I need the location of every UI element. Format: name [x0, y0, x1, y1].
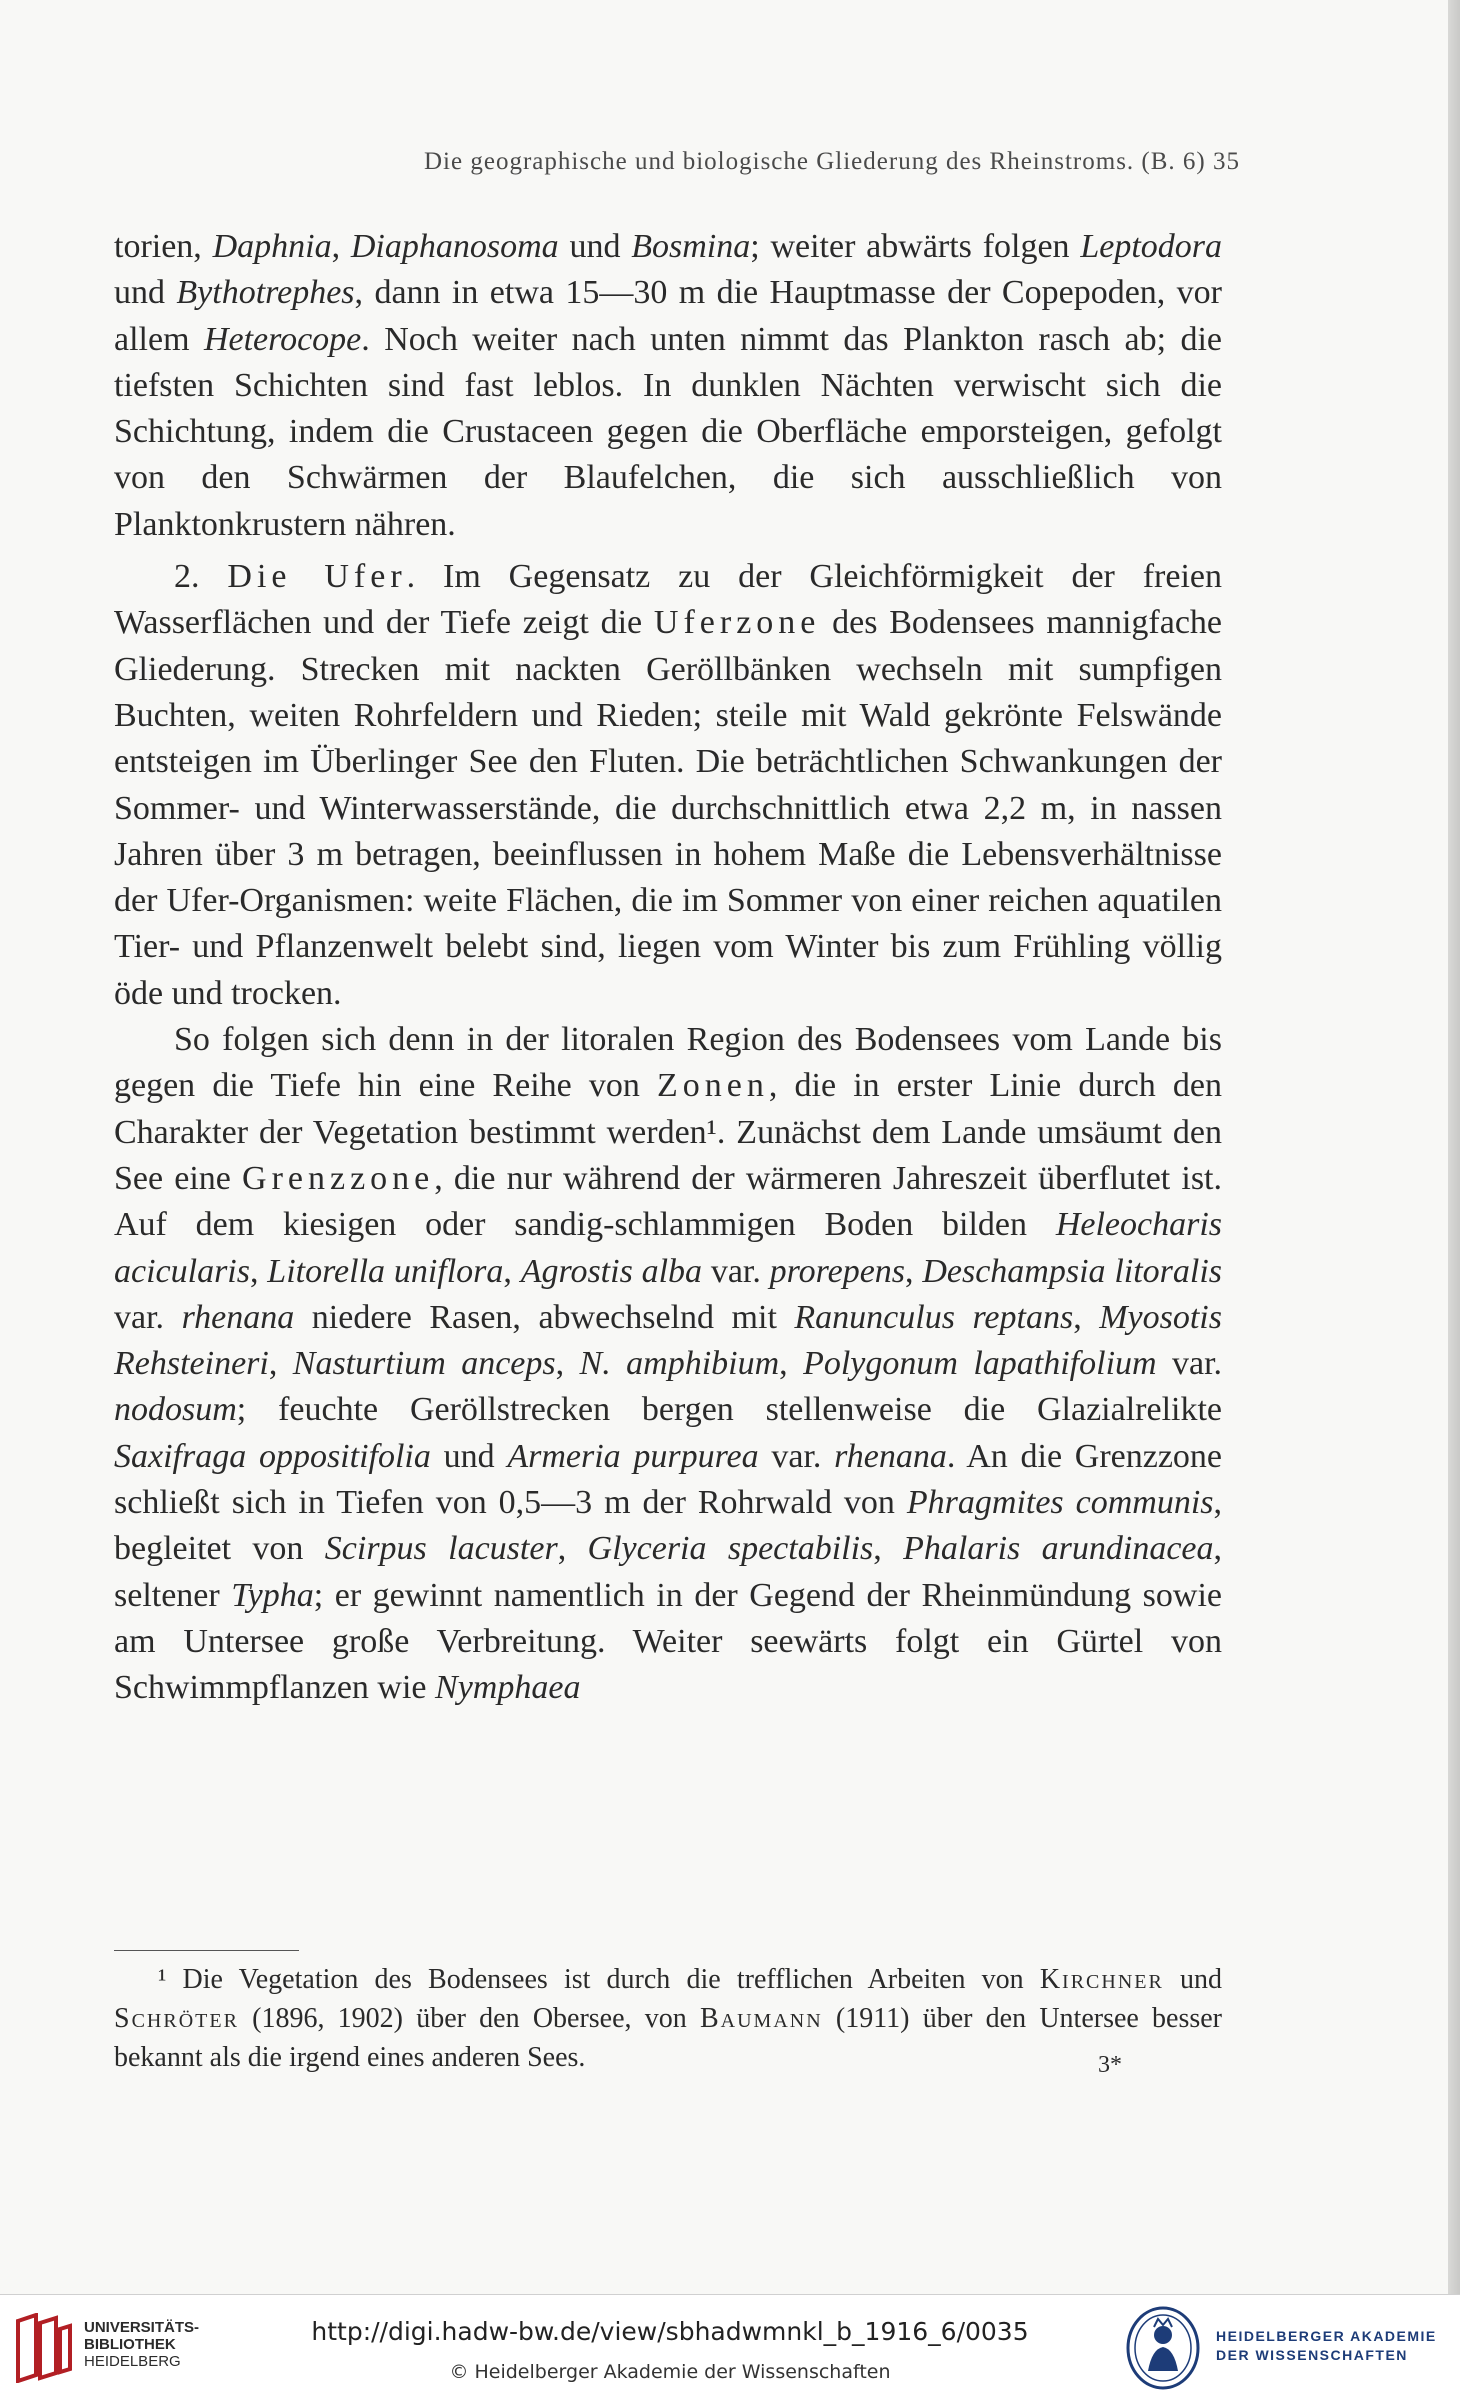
academy-name: HEIDELBERGER AKADEMIE DER WISSENSCHAFTEN [1216, 2328, 1437, 2363]
body-text [114, 224, 1222, 1712]
viewer-footer [0, 2294, 1460, 2402]
paragraph-2: 2. Die Ufer. Im Gegensatz zu der Gleichförmigkeit der freien Wasserflächen und der Tiefe zeigt die Uferzone des Bodensees mannigfache Gliederung. Strecken mit nackten Geröllbänken wechseln mit sumpfigen Buchten, weiten Rohrfeldern und Rieden; steile mit Wald gekrönte Felswände entsteigen im Überlinger See den Fluten. Die beträchtlichen Schwankungen der Sommer- und Winterwasserstände, die durchschnittlich etwa 2,2 m, in nassen Jahren über 3 m betragen, beeinflussen in hohem Maße die Lebensverhältnisse der Ufer-Organismen: weite Flächen, die im Sommer von einer reichen aquatilen Tier- und Pflanzenwelt belebt sind, liegen vom Winter bis zum Frühling völlig öde und trocken. [114, 558, 1223, 1012]
academy-seal-icon [1124, 2305, 1202, 2391]
library-name: UNIVERSITÄTS- BIBLIOTHEK HEIDELBERG [84, 2319, 200, 2370]
paragraph-1: torien, Daphnia, Diaphanosoma und Bosmina; weiter abwärts folgen Leptodora und Bythotrephes, dann in etwa 15—30 m die Hauptmasse der Copepoden, vor allem Heterocope. Noch weiter nach unten nimmt das Plankton rasch ab; die tiefsten Schichten sind fast leblos. In dunklen Nächten verwischt sich die Schichtung, indem die Crustaceen gegen die Oberfläche emporsteigen, gefolgt von den Schwärmen der Blaufelchen, die sich ausschließlich von Planktonkrustern nähren. [114, 228, 1223, 543]
footnote-1: ¹ Die Vegetation des Bodensees ist durch die trefflichen Arbeiten von Kirchner und Schröter (1896, 1902) über den Obersee, von Baumann (1911) über den Untersee besser bekannt als die irgend eines anderen Sees. [114, 1964, 1223, 2073]
library-logo-icon [12, 2313, 74, 2383]
paragraph-3: So folgen sich denn in der litoralen Region des Bodensees vom Lande bis gegen die Tiefe hin eine Reihe von Zonen, die in erster Linie durch den Charakter der Vegetation bestimmt werden¹. Zunächst dem Lande umsäumt den See eine Grenzzone, die nur während der wärmeren Jahreszeit überflutet ist. Auf dem kiesigen oder sandig-schlammigen Boden bilden Heleocharis acicularis, Litorella uniflora, Agrostis alba var. prorepens, Deschampsia litoralis var. rhenana niedere Rasen, abwechselnd mit Ranunculus reptans, Myosotis Rehsteineri, Nasturtium anceps, N. amphibium, Polygonum lapathifolium var. nodosum; feuchte Geröllstrecken bergen stellenweise die Glazialrelikte Saxifraga oppositifolia und Armeria purpurea var. rhenana. An die Grenzzone schließt sich in Tiefen von 0,5—3 m der Rohrwald von Phragmites communis, begleitet von Scirpus lacuster, Glyceria spectabilis, Phalaris arundinacea, seltener Typha; er gewinnt namentlich in der Gegend der Rheinmündung sowie am Untersee große Verbreitung. Weiter seewärts folgt ein Gürtel von Schwimmpflanzen wie Nymphaea [114, 1021, 1223, 1707]
page-edge [1448, 0, 1460, 2294]
permalink-url[interactable]: http://digi.hadw-bw.de/view/sbhadwmnkl_b_1916_6/0035 [311, 2317, 1029, 2346]
signature-mark: 3* [1098, 2052, 1122, 2078]
footnote-divider [114, 1950, 299, 1951]
footnotes [114, 1960, 1222, 2077]
running-head: Die geographische und biologische Gliederung des Rheinstroms. (B. 6) 35 [424, 148, 1240, 175]
copyright-notice: © Heidelberger Akademie der Wissenschaften [449, 2361, 891, 2383]
